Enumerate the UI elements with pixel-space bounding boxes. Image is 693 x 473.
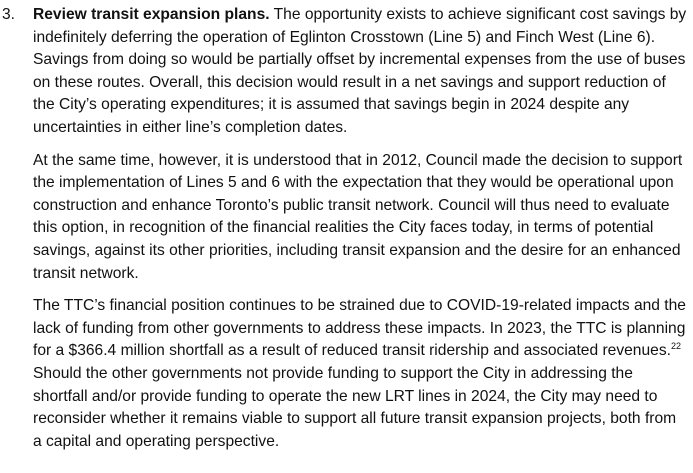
- item-heading: Review transit expansion plans.: [33, 6, 270, 23]
- ttc-text-after-footnote: Should the other governments not provide funding to support the City in addressing the shortfall and/or provide funding to operate the new LRT lines in 2024, the City may need to reconsider whether it remains viable to support all future transit expansion projects, both from a capital and operating perspective.: [33, 364, 677, 450]
- paragraph-council-decision: At the same time, however, it is understood that in 2012, Council made the decision to support the implementation of Lines 5 and 6 with the expectation that they would be operational upon construction and enhance Toronto’s public transit network. Council will thus need to evaluate this option, in recognition of the financial realities the City faces today, in terms of potential savings, against its other priorities, including transit expansion and the desire for an enhanced transit network.: [33, 151, 683, 282]
- paragraph-review-transit: [33, 4, 687, 140]
- ttc-text-before-footnote: The TTC’s financial position continues to be strained due to COVID-19-related impacts and the lack of funding from other governments to address these impacts. In 2023, the TTC is planning for a $366.4 million shortfall as a result of reduced transit ridership and associated revenues.: [33, 297, 686, 360]
- list-item-content: [33, 4, 687, 463]
- paragraph-ttc-financial-position: [33, 295, 687, 453]
- footnote-reference[interactable]: 22: [670, 341, 681, 352]
- list-item-number: 3.: [2, 6, 16, 23]
- item-intro-text: The opportunity exists to achieve significant cost savings by indefinitely deferring the operation of Eglinton Crosstown (Line 5) and Finch West (Line 6). Savings from doing so would be partially offset by incremental expenses from the use of buses on these routes. Overall, this decision would result in a net savings and support reduction of the City’s operating expenditures; it is assumed that savings begin in 2024 despite any uncertainties in either line’s completion dates.: [33, 6, 687, 136]
